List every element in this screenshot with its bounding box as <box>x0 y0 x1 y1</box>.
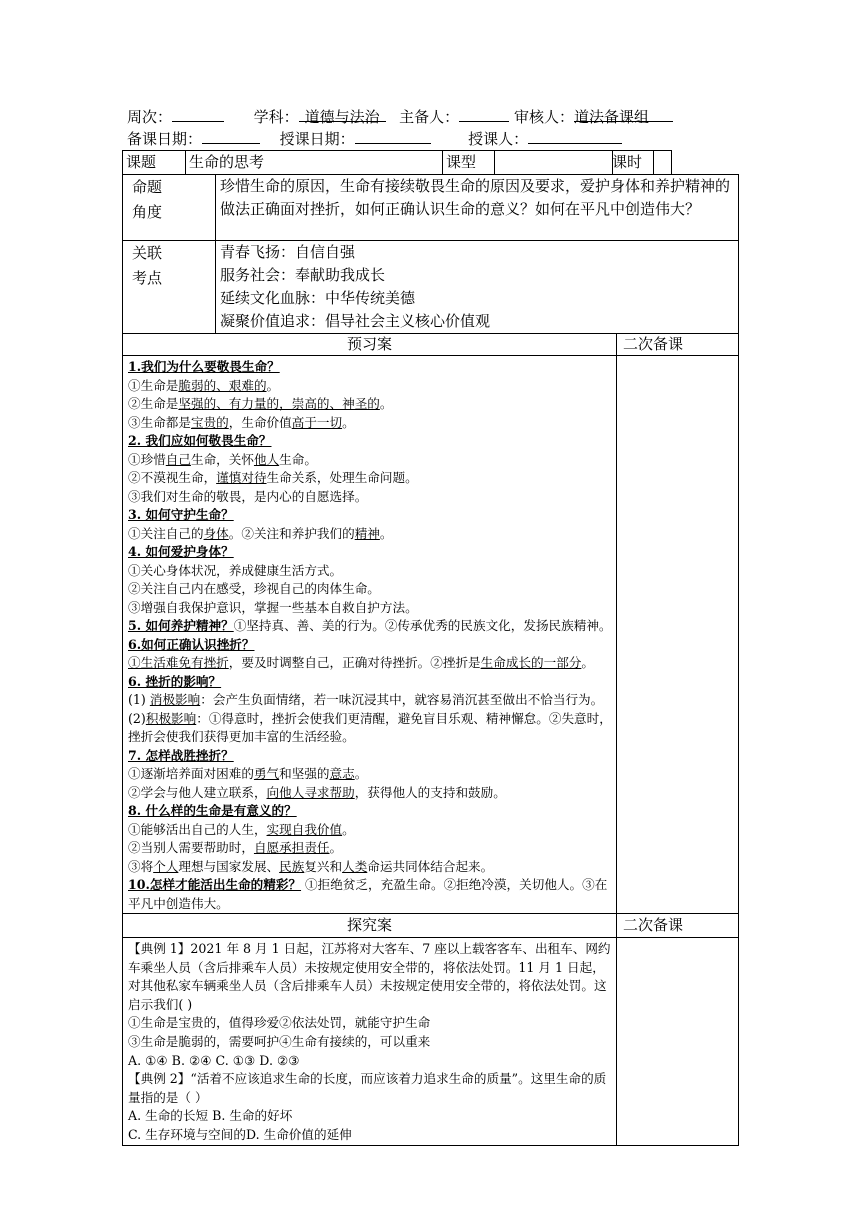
explore-content <box>123 938 617 1146</box>
preview-header-row <box>123 334 739 356</box>
explore-side-column <box>617 938 739 1146</box>
related-label: 关联 考点 <box>123 241 216 334</box>
answer-line: ②生命是坚强的、有力量的，崇高的、神圣的。 <box>128 396 393 411</box>
header-row-1 <box>127 106 673 127</box>
angle-row <box>123 175 739 241</box>
answer-line: ②当别人需要帮助时，自愿承担责任。 <box>128 840 343 855</box>
answer-line: ③我们对生命的敬畏，是内心的自愿选择。 <box>128 488 368 504</box>
answer-line: ②学会与他人建立联系，向他人寻求帮助，获得他人的支持和鼓励。 <box>128 784 506 800</box>
preview-side-column <box>617 356 739 914</box>
type-value <box>495 151 613 175</box>
topic-row <box>123 151 739 175</box>
question-5: 5. 如何养护精神？①坚持真、善、美的行为。②传承优秀的民族文化，发扬民族精神。6.如何正确认识挫折？ <box>128 618 612 652</box>
topic-label: 课题 <box>123 151 186 175</box>
answer-line: ①关心身体状况，养成健康生活方式。 <box>128 562 343 578</box>
lesson-plan-table <box>122 150 739 1146</box>
teach-date-label: 授课日期： <box>279 130 355 148</box>
example-2: 【典例 2】“活着不应该追求生命的长度，而应该着力追求生命的质量”。这里生命的质量指的是（ ） <box>128 1071 607 1105</box>
hours-label: 课时 <box>613 151 654 175</box>
answer-line: ③将个人理想与国家发展、民族复兴和人类命运共同体结合起来。 <box>128 858 494 874</box>
answer-line: ③生命都是宝贵的，生命价值高于一切。 <box>128 414 355 430</box>
week-blank <box>172 106 224 122</box>
preview-content-row <box>123 356 739 914</box>
related-list <box>216 241 739 334</box>
example-option: A. 生命的长短 B. 生命的好坏 <box>128 1108 293 1124</box>
prep-date-blank <box>202 128 260 144</box>
question-6b: 6. 挫折的影响？ <box>128 673 222 689</box>
question-2: 2. 我们应如何敬畏生命？ <box>128 433 272 448</box>
related-row <box>123 241 739 334</box>
explore-header-row <box>123 914 739 938</box>
explore-content-row <box>123 938 739 1146</box>
answer-line: ①生命是脆弱的、艰难的。 <box>128 377 280 393</box>
example-1: 【典例 1】2021 年 8 月 1 日起，江苏将对大客车、7 座以上载客客车、出租车、网约车乘坐人员（含后排乘车人员）未按规定使用安全带的，将依法处罚。11 月 1 日起，对其他私家车辆乘坐人员（含后排乘车人员）未按规定使用安全带的，将依法处罚。这启示我们( ) <box>128 941 611 1012</box>
subject-value: 道德与法治 <box>299 106 386 122</box>
hours-value <box>654 151 672 175</box>
answer-line: ①珍惜自己生命，关怀他人生命。 <box>128 451 317 467</box>
question-7: 7. 怎样战胜挫折？ <box>128 747 234 763</box>
reviewer-value: 道法备课组 <box>574 106 673 122</box>
preview-title: 预习案 <box>123 334 617 356</box>
related-item: 延续文化血脉：中华传统美德 <box>220 289 416 307</box>
answer-line: ③增强自我保护意识，掌握一些基本自救自护方法。 <box>128 599 418 615</box>
subject-label: 学科： <box>253 108 299 126</box>
question-10: 10.怎样才能活出生命的精彩？ ①拒绝贫乏，充盈生命。②拒绝冷漠，关切他人。③在平凡中创造伟大。 <box>128 877 608 911</box>
reviewer-label: 审核人： <box>513 108 574 126</box>
related-item: 青春飞扬：自信自强 <box>220 243 356 261</box>
question-1: 1.我们为什么要敬畏生命？ <box>128 359 280 374</box>
answer-line: (1) 消极影响：会产生负面情绪，若一味沉浸其中，就容易消沉甚至做出不恰当行为。(2)积极影响：①得意时，挫折会使我们更清醒，避免盲目乐观、精神懈怠。②失意时，挫折会使我们获得更加丰富的生活经验。 <box>128 692 612 744</box>
preparer-label: 主备人： <box>399 108 460 126</box>
preview-content <box>123 356 617 914</box>
example-option: C. 生存环境与空间的D. 生命价值的延伸 <box>128 1126 352 1142</box>
question-4: 4. 如何爱护身体？ <box>128 544 234 559</box>
preparer-blank <box>459 106 509 122</box>
week-label: 周次： <box>127 108 173 126</box>
explore-side-title: 二次备课 <box>617 914 739 938</box>
explore-title: 探究案 <box>123 914 617 938</box>
teacher-label: 授课人： <box>468 130 529 148</box>
prep-date-label: 备课日期： <box>127 130 203 148</box>
question-3: 3. 如何守护生命？ <box>128 507 234 522</box>
angle-text: 珍惜生命的原因，生命有接续敬畏生命的原因及要求，爱护身体和养护精神的做法正确面对挫折，如何正确认识生命的意义？如何在平凡中创造伟大？ <box>216 175 739 241</box>
type-label: 课型 <box>443 151 495 175</box>
angle-label: 命题 角度 <box>123 175 216 241</box>
answer-line: ①生活难免有挫折，要及时调整自己，正确对待挫折。②挫折是生命成长的一部分。 <box>128 655 594 670</box>
example-choices: A. ①④ B. ②④ C. ①③ D. ②③ <box>128 1052 300 1068</box>
answer-line: ①能够活出自己的人生，实现自我价值。 <box>128 821 355 837</box>
example-option: ①生命是宝贵的，值得珍爱②依法处罚，就能守护生命 <box>128 1015 431 1031</box>
related-item: 凝聚价值追求：倡导社会主义核心价值观 <box>220 312 491 330</box>
related-item: 服务社会：奉献助我成长 <box>220 266 386 284</box>
preview-side-title: 二次备课 <box>617 334 739 356</box>
teacher-blank <box>528 128 622 144</box>
topic-value: 生命的思考 <box>186 151 443 175</box>
answer-line: ②不漠视生命，谨慎对待生命关系，处理生命问题。 <box>128 470 418 485</box>
question-6a: 6.如何正确认识挫折？ <box>128 636 255 652</box>
answer-line: ②关注自己内在感受，珍视自己的肉体生命。 <box>128 581 380 596</box>
answer-line: ①逐渐培养面对困难的勇气和坚强的意志。 <box>128 766 368 781</box>
question-8: 8. 什么样的生命是有意义的？ <box>128 803 297 818</box>
header-row-2 <box>127 128 622 149</box>
answer-line: ①关注自己的身体。②关注和养护我们的精神。 <box>128 525 393 541</box>
teach-date-blank <box>355 128 431 144</box>
example-option: ③生命是脆弱的，需要呵护④生命有接续的，可以重来 <box>128 1033 431 1049</box>
